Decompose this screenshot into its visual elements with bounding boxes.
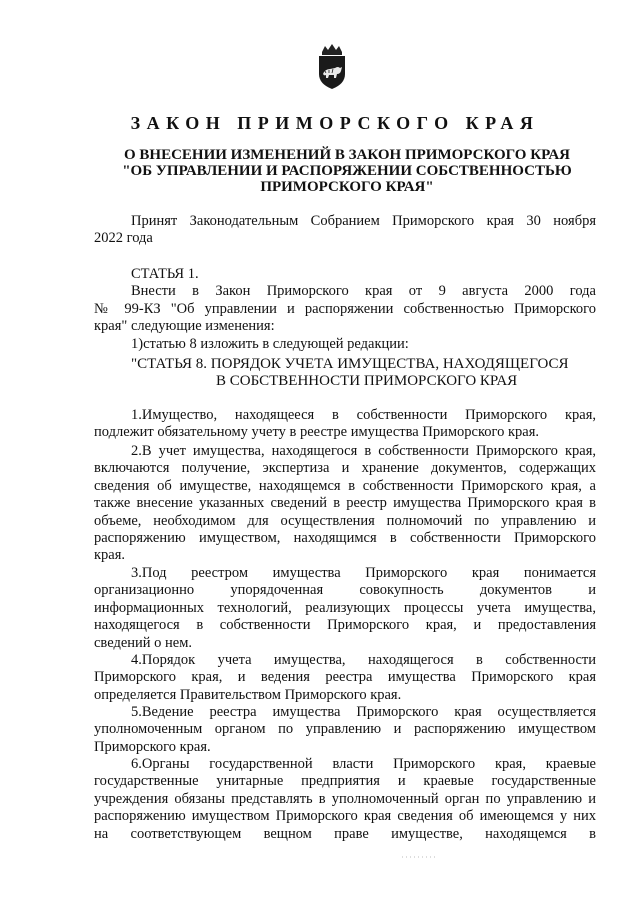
primorye-tiger-coat-of-arms-icon	[316, 44, 348, 90]
paragraph-line: сведения об имуществе, находящемся в собственности Приморского края, а	[94, 477, 596, 494]
paragraph-line: включаются получение, экспертиза и хранение документов, содержащих	[94, 460, 596, 477]
paragraph-line: государственные унитарные предприятия и краевые государственные	[94, 773, 596, 790]
subtitle-line: О ВНЕСЕНИИ ИЗМЕНЕНИЙ В ЗАКОН ПРИМОРСКОГО КРАЯ	[124, 147, 570, 163]
adoption-line: 2022 года	[94, 230, 153, 247]
adoption-note	[94, 213, 596, 248]
paragraph-line: 4.Порядок учета имущества, находящегося в собственности	[131, 652, 596, 668]
paragraph-line: 3.Под реестром имущества Приморского края понимается	[131, 565, 596, 581]
adoption-line: Принят Законодательным Собранием Приморского края 30 ноября	[131, 213, 596, 229]
scan-speck-mark	[400, 855, 440, 859]
paragraph-line: учреждения обязаны представлять в уполномоченный орган по управлению и	[94, 790, 596, 807]
law-subtitle	[110, 147, 584, 195]
paragraph-line: организационно упорядоченная совокупность документов и	[94, 582, 596, 599]
paragraph-line: края.	[94, 547, 126, 564]
subtitle-line: "ОБ УПРАВЛЕНИИ И РАСПОРЯЖЕНИИ СОБСТВЕННОСТЬЮ	[122, 163, 572, 179]
article-1	[94, 266, 596, 353]
paragraph-line: на соответствующем вещном праве имуществе, находящемся в	[94, 825, 596, 842]
paragraph-line: 2.В учет имущества, находящегося в собственности Приморского края,	[131, 443, 596, 459]
paragraph-line: определяется Правительством Приморского края.	[94, 686, 402, 703]
article-8-heading	[94, 356, 596, 389]
paragraph-1	[94, 407, 596, 442]
paragraph-line: Приморского края, и ведения реестра имущества Приморского края	[94, 669, 596, 686]
paragraph-line: Приморского края.	[94, 738, 211, 755]
paragraph-line: 1.Имущество, находящееся в собственности Приморского края,	[131, 407, 596, 423]
article-8-heading-line: "СТАТЬЯ 8. ПОРЯДОК УЧЕТА ИМУЩЕСТВА, НАХОДЯЩЕГОСЯ	[131, 356, 569, 372]
paragraph-line: сведений о нем.	[94, 634, 193, 651]
paragraph-4	[94, 652, 596, 704]
paragraph-3	[94, 565, 596, 652]
paragraph-5	[94, 704, 596, 756]
paragraph-line: находящегося в собственности Приморского края, и предоставления	[94, 617, 596, 634]
paragraph-line: подлежит обязательному учету в реестре имущества Приморского края.	[94, 424, 539, 441]
article-1-item-1: 1)статью 8 изложить в следующей редакции:	[131, 335, 409, 352]
paragraph-line: информационных технологий, реализующих процессы учета имущества,	[94, 599, 596, 616]
paragraph-line: объеме, необходимом для осуществления полномочий по управлению и	[94, 512, 596, 529]
paragraph-line: 6.Органы государственной власти Приморского края, краевые	[131, 756, 596, 772]
law-title: ЗАКОН ПРИМОРСКОГО КРАЯ	[130, 113, 540, 133]
article-1-intro-line: № 99-КЗ "Об управлении и распоряжении собственностью Приморского	[94, 300, 596, 317]
paragraph-line: распоряжению имуществом Приморского края сведения об имеющемся у них	[94, 808, 596, 825]
paragraph-line: распоряжению имуществом, находящимся в собственности Приморского	[94, 530, 596, 547]
paragraph-line: 5.Ведение реестра имущества Приморского края осуществляется	[131, 704, 596, 720]
subtitle-line: ПРИМОРСКОГО КРАЯ"	[260, 179, 434, 195]
article-1-intro-line: края" следующие изменения:	[94, 318, 275, 335]
article-8-heading-line: В СОБСТВЕННОСТИ ПРИМОРСКОГО КРАЯ	[216, 372, 518, 389]
article-1-intro-line: Внести в Закон Приморского края от 9 августа 2000 года	[131, 283, 596, 300]
article-1-heading: СТАТЬЯ 1.	[131, 266, 199, 282]
paragraph-line: уполномоченным органом по управлению и распоряжению имуществом	[94, 721, 596, 738]
paragraph-line: также внесение указанных сведений в реестр имущества Приморского края в	[94, 495, 596, 512]
paragraph-6	[94, 756, 596, 843]
paragraph-2	[94, 443, 596, 565]
